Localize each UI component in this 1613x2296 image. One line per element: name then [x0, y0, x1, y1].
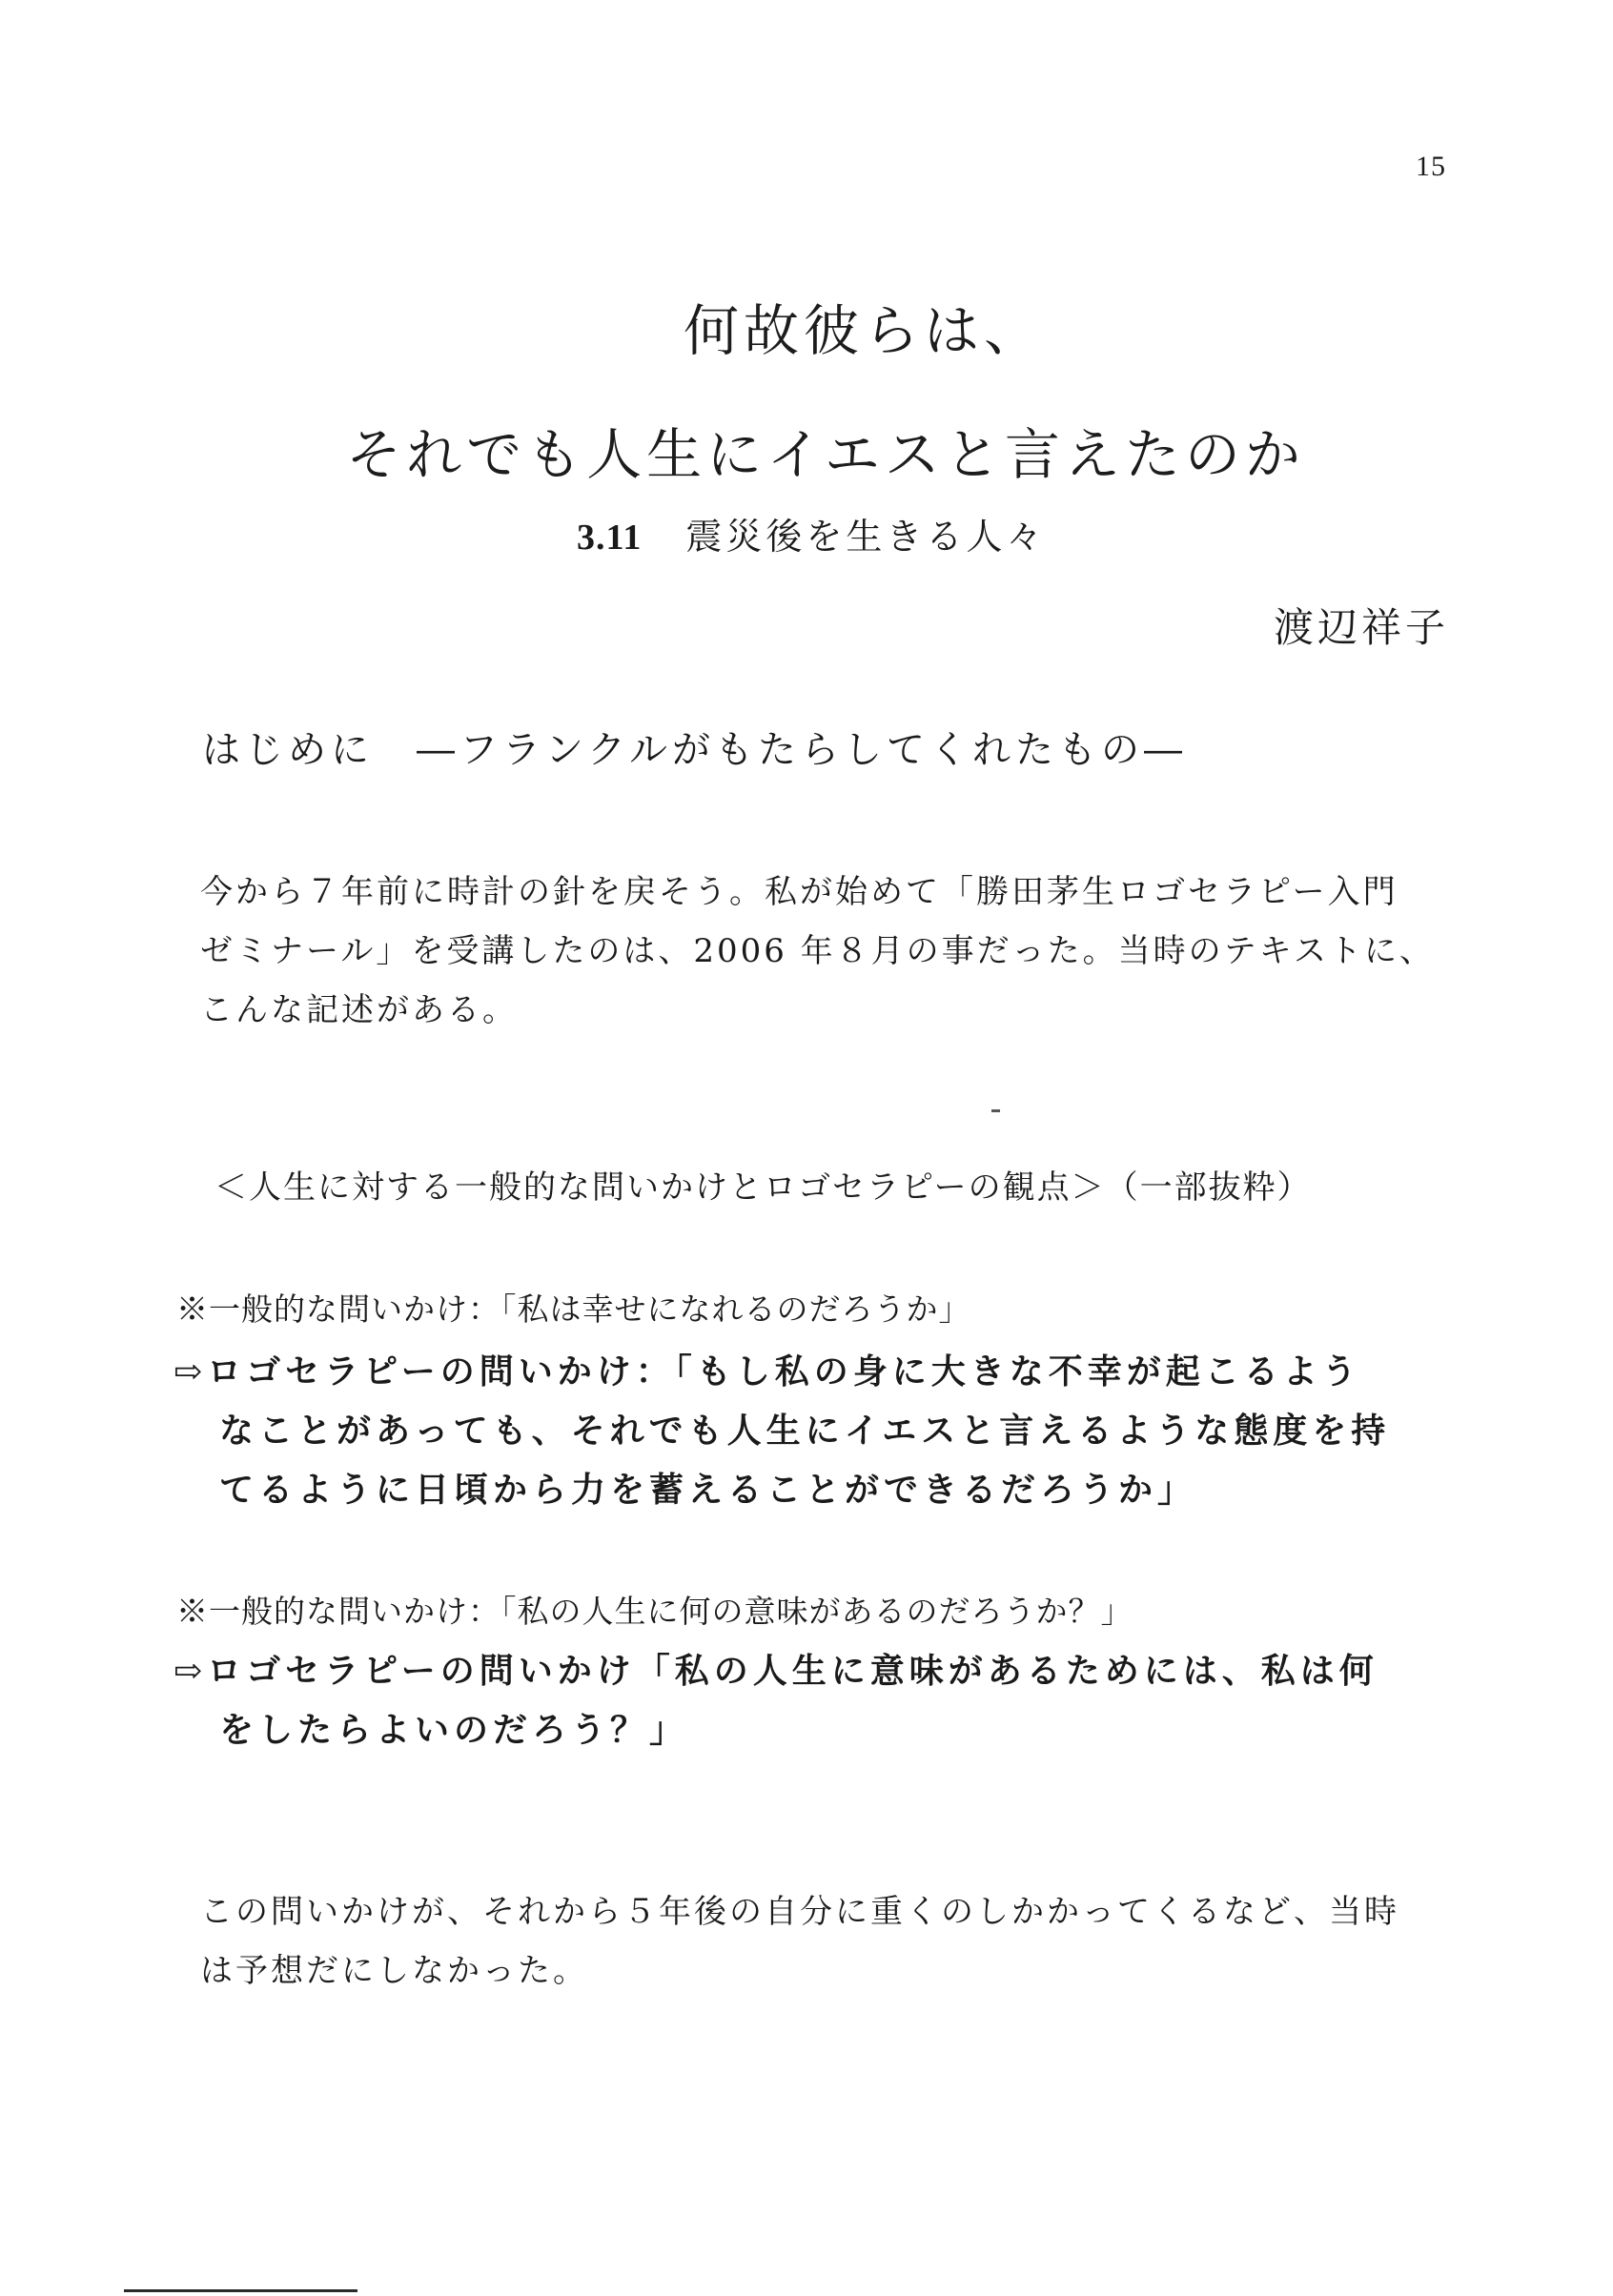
subtitle — [577, 507, 1046, 559]
closing-paragraph — [200, 1882, 1459, 2001]
subtitle-text: 震災後を生きる人々 — [685, 516, 1047, 558]
footnote-rule — [124, 2289, 357, 2292]
title-line-2: それでも人生にイエスと言えたのか — [346, 422, 1305, 487]
page-number: 15 — [1416, 151, 1446, 182]
question-line: なことがあっても、それでも人生にイエスと言えるような態度を持 — [219, 1411, 1391, 1451]
intro-paragraph — [200, 863, 1459, 1040]
logotherapy-question-1 — [174, 1342, 1390, 1519]
question-line: ⇨ロゴセラピーの問いかけ：「もし私の身に大きな不幸が起こるよう — [174, 1351, 1361, 1392]
question-line: てるように日頃から力を蓄えることができるだろうか」 — [219, 1470, 1197, 1510]
paragraph-line: ゼミナール」を受講したのは、2006 年８月の事だった。当時のテキストに、 — [200, 932, 1435, 970]
question-line: ⇨ロゴセラピーの問いかけ「私の人生に意味があるためには、私は何 — [174, 1651, 1378, 1691]
paragraph-line: 今から７年前に時計の針を戻そう。私が始めて「勝田茅生ロゴセラピー入門 — [200, 873, 1399, 911]
paragraph-line: は予想だにしなかった。 — [200, 1952, 588, 1990]
excerpt-heading: ＜人生に対する一般的な問いかけとロゴセラピーの観点＞（一部抜粋） — [214, 1168, 1312, 1207]
title-line-1: 何故彼らは、 — [683, 298, 1044, 363]
paragraph-line: こんな記述がある。 — [200, 991, 518, 1029]
general-question-2: ※一般的な問いかけ：「私の人生に何の意味があるのだろうか？」 — [176, 1593, 1133, 1630]
section-heading: はじめに ―フランクルがもたらしてくれたもの― — [202, 728, 1187, 772]
scan-speck — [991, 1109, 1000, 1112]
logotherapy-question-2 — [174, 1641, 1378, 1759]
author-name: 渡辺祥子 — [1273, 604, 1449, 651]
paragraph-line: この問いかけが、それから５年後の自分に重くのしかかってくるなど、当時 — [200, 1893, 1399, 1931]
question-line: をしたらよいのだろう？」 — [219, 1710, 689, 1750]
subtitle-number: 3.11 — [577, 518, 643, 558]
general-question-1: ※一般的な問いかけ：「私は幸せになれるのだろうか」 — [176, 1290, 971, 1328]
